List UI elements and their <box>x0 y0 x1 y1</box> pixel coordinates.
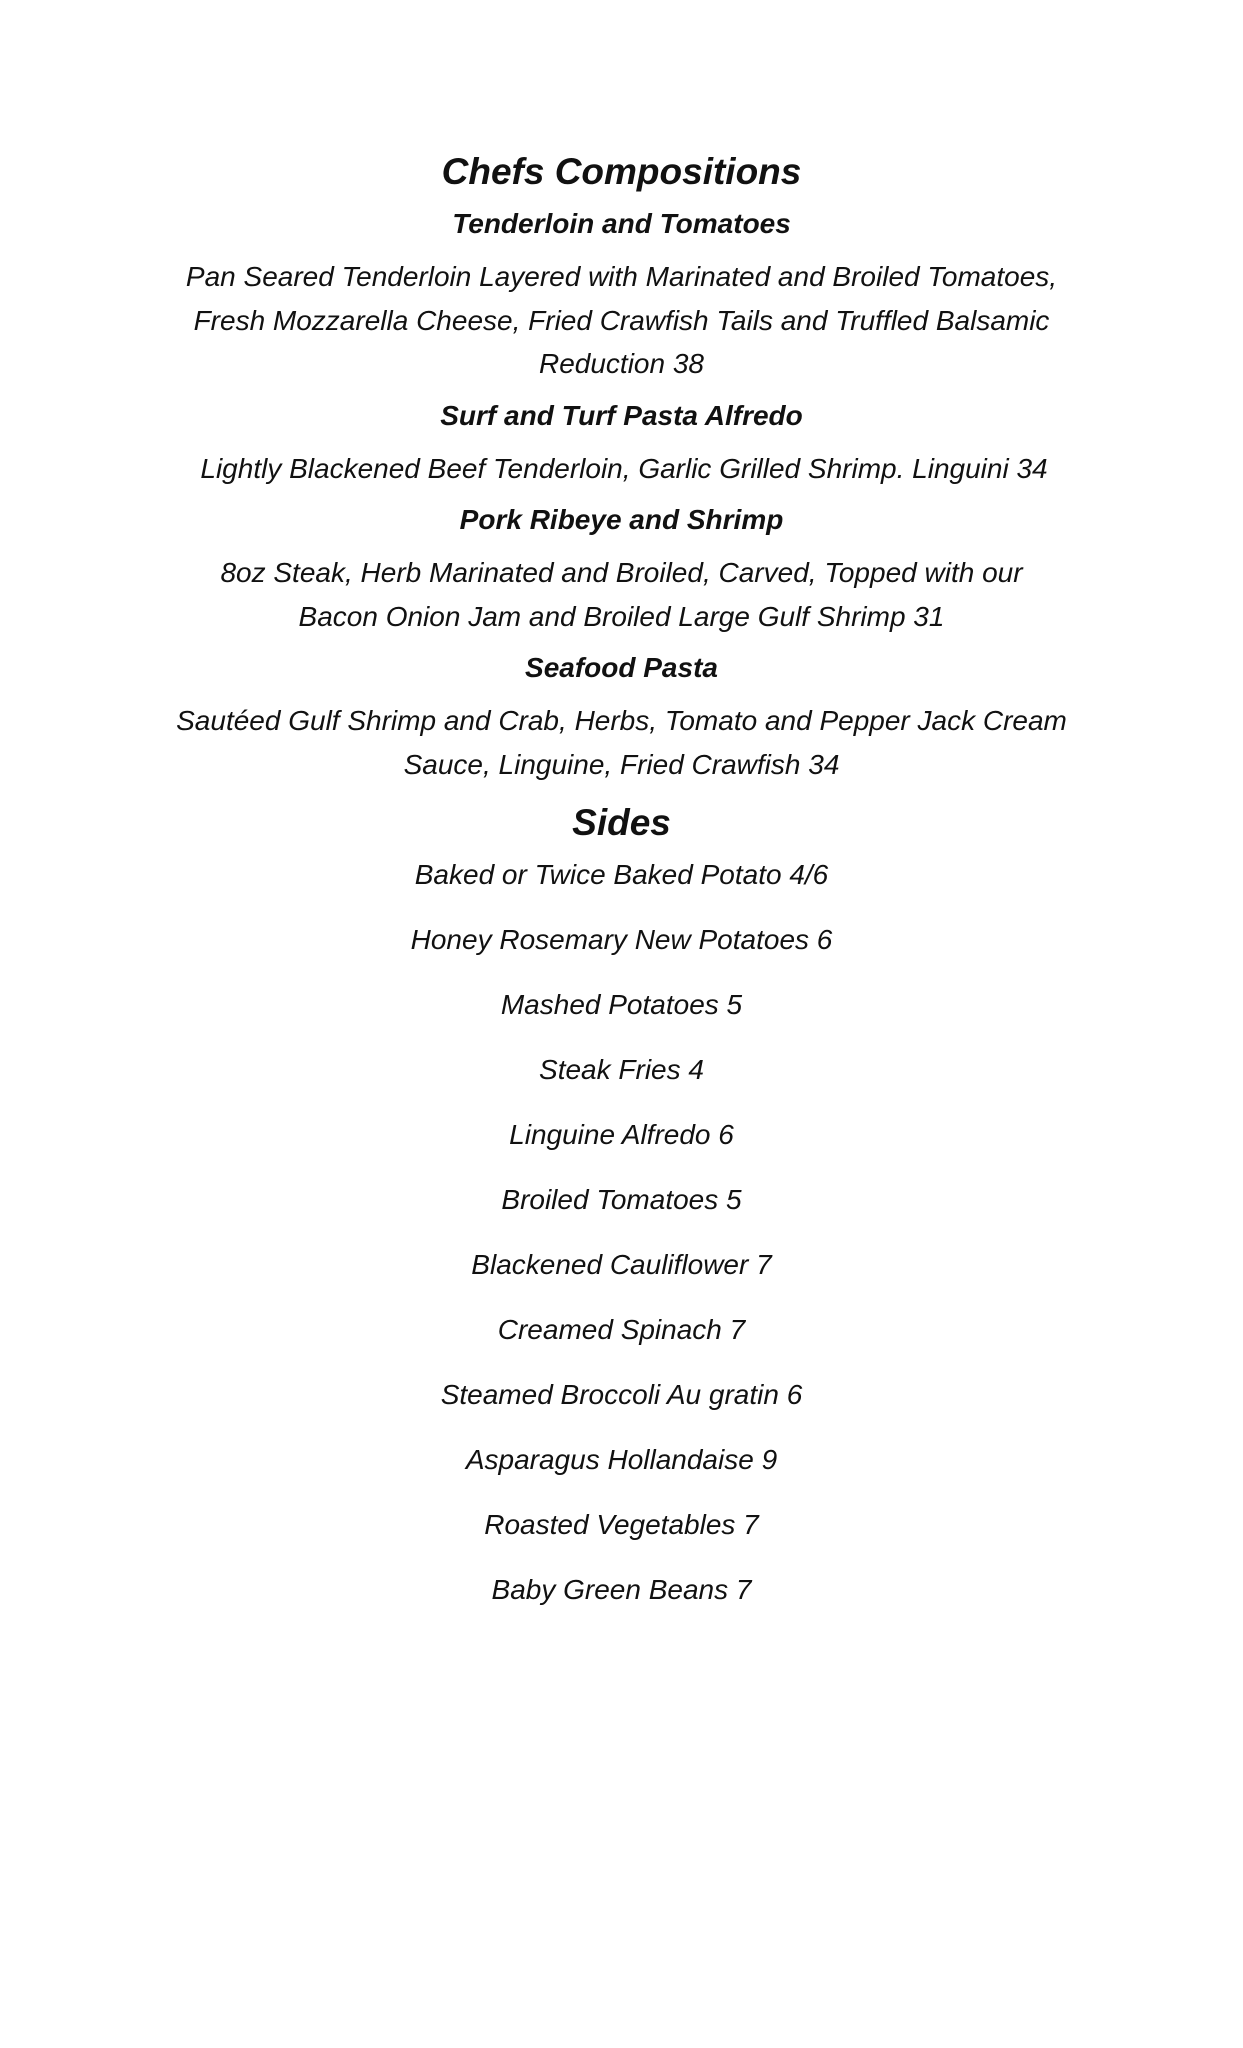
menu-item-description <box>0 551 1243 638</box>
side-item: Linguine Alfredo 6 <box>509 1119 734 1150</box>
menu-item-description <box>0 447 1243 491</box>
menu-item-name: Surf and Turf Pasta Alfredo <box>440 399 803 431</box>
description-line: Pan Seared Tenderloin Layered with Marinated and Broiled Tomatoes, <box>185 261 1058 292</box>
menu-item-description <box>0 255 1243 386</box>
side-item: Asparagus Hollandaise 9 <box>465 1444 778 1475</box>
side-item: Steamed Broccoli Au gratin 6 <box>440 1379 803 1410</box>
menu-item-name: Seafood Pasta <box>525 652 718 683</box>
menu-item-name: Tenderloin and Tomatoes <box>452 208 791 239</box>
description-line: 8oz Steak, Herb Marinated and Broiled, Carved, Topped with our <box>220 557 1023 588</box>
sides-title: Sides <box>572 802 671 843</box>
menu-item-description <box>0 699 1243 786</box>
menu-content <box>0 150 1243 1608</box>
side-item: Honey Rosemary New Potatoes 6 <box>410 924 833 955</box>
sides-list <box>0 857 1243 1608</box>
side-item: Creamed Spinach 7 <box>497 1314 746 1345</box>
side-item: Baked or Twice Baked Potato 4/6 <box>414 859 829 890</box>
description-line: Fresh Mozzarella Cheese, Fried Crawfish Tails and Truffled Balsamic <box>193 304 1050 336</box>
side-item: Baby Green Beans 7 <box>491 1574 752 1605</box>
side-item: Mashed Potatoes 5 <box>500 989 743 1020</box>
description-line: Reduction 38 <box>538 348 704 379</box>
menu-item-name: Pork Ribeye and Shrimp <box>459 504 784 535</box>
description-line: Sauce, Linguine, Fried Crawfish 34 <box>403 748 840 780</box>
description-line: Bacon Onion Jam and Broiled Large Gulf Shrimp 31 <box>298 600 945 632</box>
description-line: Lightly Blackened Beef Tenderloin, Garlic Grilled Shrimp. Linguini 34 <box>200 452 1048 484</box>
description-line: Sautéed Gulf Shrimp and Crab, Herbs, Tomato and Pepper Jack Cream <box>176 705 1067 736</box>
side-item: Steak Fries 4 <box>539 1054 704 1085</box>
chefs-compositions-title: Chefs Compositions <box>441 151 802 192</box>
side-item: Roasted Vegetables 7 <box>484 1509 759 1540</box>
side-item: Blackened Cauliflower 7 <box>471 1249 772 1280</box>
side-item: Broiled Tomatoes 5 <box>501 1184 742 1215</box>
